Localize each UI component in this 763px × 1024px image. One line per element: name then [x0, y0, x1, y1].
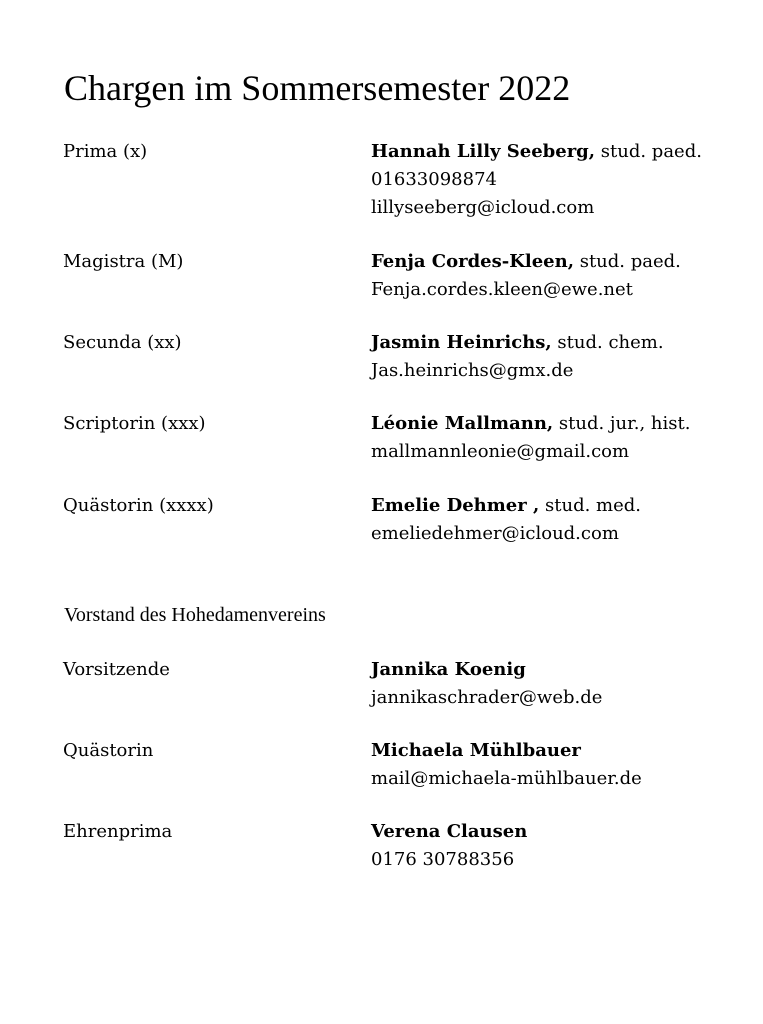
role-label: Ehrenprima — [63, 821, 173, 842]
person-info — [371, 410, 690, 466]
role-label: Quästorin — [63, 740, 154, 761]
person-name: Verena Clausen — [371, 821, 528, 842]
email-address[interactable]: lillyseeberg@icloud.com — [371, 197, 595, 218]
person-name: Jasmin Heinrichs, — [371, 332, 552, 353]
person-info — [371, 329, 664, 385]
name-line — [371, 329, 664, 357]
email-address[interactable]: emeliedehmer@icloud.com — [371, 523, 619, 544]
page-title: Chargen im Sommersemester 2022 — [64, 68, 571, 108]
name-line — [371, 248, 681, 276]
person-info — [371, 138, 702, 222]
role-label: Vorsitzende — [63, 659, 170, 680]
phone-number: 01633098874 — [371, 169, 497, 190]
person-info — [371, 248, 681, 304]
person-info — [371, 818, 527, 874]
person-name: Emelie Dehmer , — [371, 495, 540, 516]
email-address[interactable]: jannikaschrader@web.de — [371, 687, 603, 708]
person-info — [371, 656, 602, 712]
role-label: Prima (x) — [63, 141, 148, 162]
person-name: Léonie Mallmann, — [371, 413, 554, 434]
email-address[interactable]: mallmannleonie@gmail.com — [371, 441, 630, 462]
person-name: Michaela Mühlbauer — [371, 740, 581, 761]
role-label: Magistra (M) — [63, 251, 184, 272]
role-label: Secunda (xx) — [63, 332, 182, 353]
name-line — [371, 138, 702, 166]
person-study: stud. med. — [539, 495, 641, 516]
name-line — [371, 492, 641, 520]
person-study: stud. paed. — [573, 251, 681, 272]
email-address[interactable]: Jas.heinrichs@gmx.de — [371, 360, 574, 381]
person-study: stud. jur., hist. — [553, 413, 691, 434]
role-label: Scriptorin (xxx) — [63, 413, 206, 434]
person-info — [371, 737, 642, 793]
email-address[interactable]: Fenja.cordes.kleen@ewe.net — [371, 279, 633, 300]
email-address[interactable]: mail@michaela-mühlbauer.de — [371, 768, 642, 789]
person-study: stud. paed. — [595, 141, 702, 162]
phone-number: 0176 30788356 — [371, 849, 515, 870]
section-heading-vorstand: Vorstand des Hohedamenvereins — [64, 604, 326, 626]
person-info — [371, 492, 641, 548]
role-label: Quästorin (xxxx) — [63, 495, 214, 516]
person-name: Hannah Lilly Seeberg, — [371, 141, 596, 162]
person-name: Jannika Koenig — [371, 659, 526, 680]
person-name: Fenja Cordes-Kleen, — [371, 251, 574, 272]
person-study: stud. chem. — [551, 332, 664, 353]
name-line — [371, 410, 690, 438]
